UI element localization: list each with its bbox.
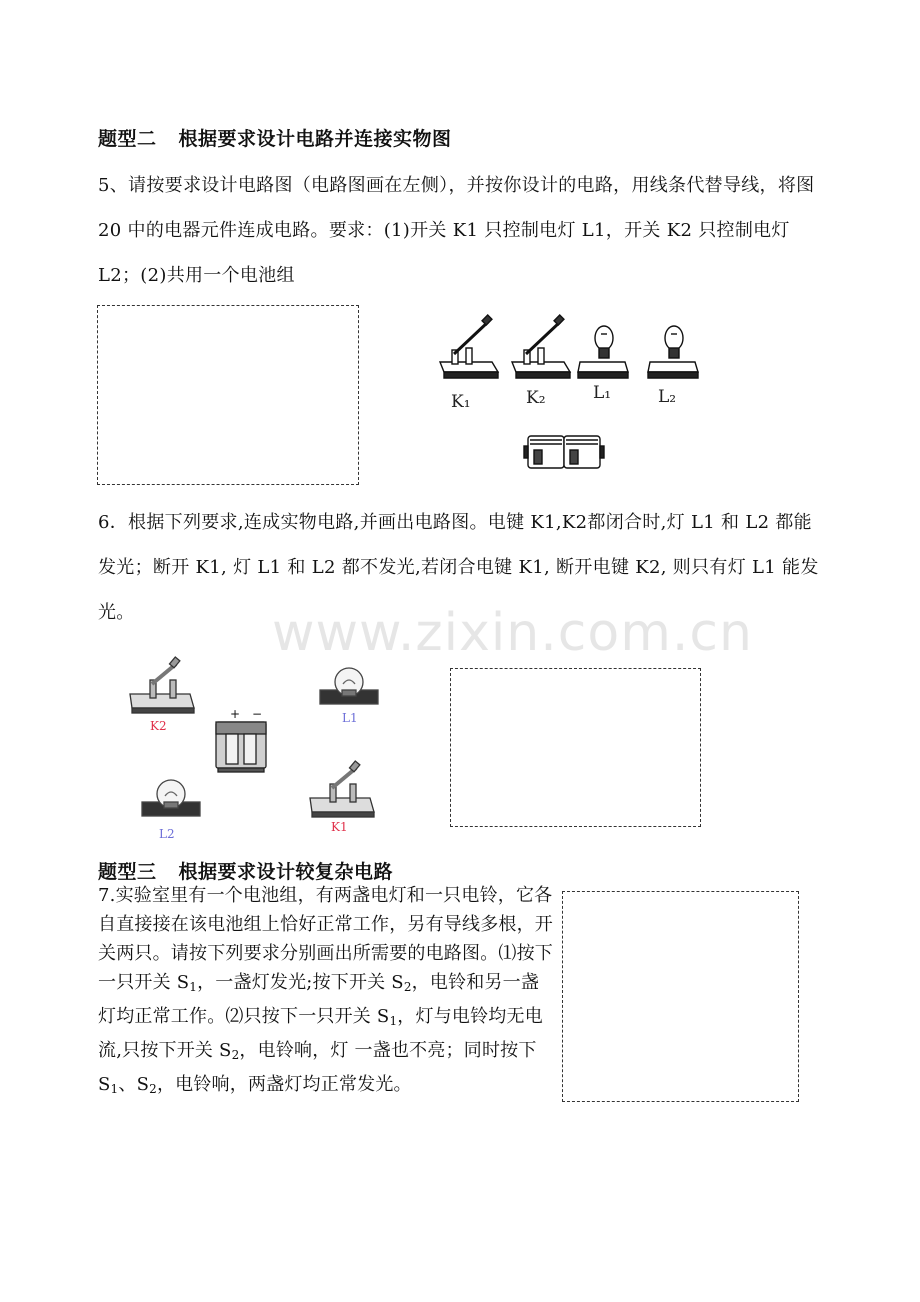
question-7-text: 7.实验室里有一个电池组，有两盏电灯和一只电铃，它各自直接接在该电池组上恰好正常工作，另有导线多根，开关两只。请按下列要求分别画出所需要的电路图。⑴按下一只开关 $S_1$，一盏灯发光;按下开关 $S_2$，电铃和另一盏灯均正常工作。⑵只按下一只开关 $S_1$，灯与电铃均无电流,只按下开关 $S_2$，电铃响，灯 一盏也不亮；同时按下 $S_1$、$S_2$，电铃响，两盏灯均正常发光。 <box>98 885 553 1096</box>
label-l2: L₂ <box>658 387 677 407</box>
switch-k1-icon <box>440 315 498 378</box>
question-6-text: 6．根据下列要求,连成实物电路,并画出电路图。电键 K1,K2都闭合时,灯 L1 和 L2 都能发光；断开 K1, 灯 L1 和 L2 都不发光,若闭合电键 K1, 断开电键 K2, 则只有灯 L1 能发光。 <box>98 512 819 623</box>
lamp-l1-icon <box>578 326 628 378</box>
label-l2: L2 <box>159 827 175 841</box>
section-number: 题型二 <box>98 128 157 150</box>
switch-k1-icon <box>310 761 374 817</box>
label-l1: L₁ <box>593 383 612 403</box>
q5-components-figure <box>430 312 720 482</box>
section-number: 题型三 <box>98 861 157 883</box>
label-k1: K₁ <box>451 392 471 412</box>
answer-box-q7 <box>562 891 799 1102</box>
battery-icon <box>216 707 266 772</box>
answer-box-q6 <box>450 668 701 827</box>
q6-components-figure <box>120 650 400 845</box>
answer-box-q5 <box>97 305 359 485</box>
question-5-text: 5、请按要求设计电路图（电路图画在左侧），并按你设计的电路，用线条代替导线，将图 20 中的电器元件连成电路。要求：(1)开关 K1 只控制电灯 L1，开关 K2 只控制电灯 L2；(2)共用一个电池组 <box>98 175 815 286</box>
switch-k2-icon <box>512 315 570 378</box>
section-heading-2 <box>98 124 452 151</box>
section-title: 根据要求设计较复杂电路 <box>178 861 394 883</box>
label-k1: K1 <box>331 820 348 834</box>
lamp-l1-icon <box>320 668 378 704</box>
switch-k2-icon <box>130 657 194 713</box>
battery-pack-icon <box>524 436 604 468</box>
label-k2: K2 <box>150 719 167 733</box>
lamp-l2-icon <box>142 780 200 816</box>
label-l1: L1 <box>342 711 358 725</box>
section-heading-3 <box>98 857 393 884</box>
watermark: www.zixin.com.cn <box>272 603 753 663</box>
label-k2: K₂ <box>526 388 546 408</box>
section-title: 根据要求设计电路并连接实物图 <box>178 128 452 150</box>
svg-text:+: + <box>230 707 241 721</box>
svg-text:−: − <box>252 707 263 721</box>
lamp-l2-icon <box>648 326 698 378</box>
